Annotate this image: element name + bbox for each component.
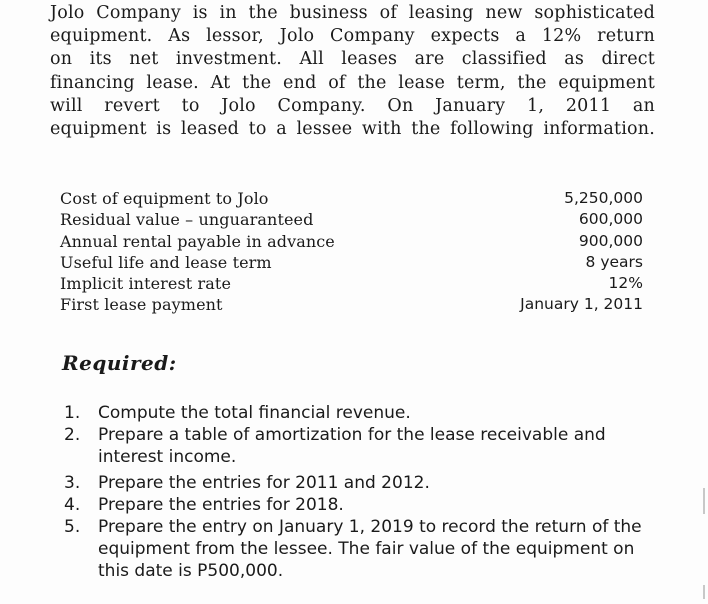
lease-facts-table <box>60 188 643 316</box>
fact-value: 600,000 <box>578 210 643 229</box>
fact-value: 900,000 <box>578 231 643 250</box>
list-item <box>64 494 659 516</box>
list-item <box>64 516 659 583</box>
list-item-number: 5. <box>64 517 81 538</box>
fact-row <box>60 294 643 315</box>
intro-line: will revert to Jolo Company. On January 1, 2011 an <box>50 95 655 116</box>
list-item-text: Compute the total financial revenue. <box>98 403 411 423</box>
fact-value: 8 years <box>585 252 643 271</box>
fact-row <box>60 209 643 230</box>
required-heading: Required: <box>62 351 177 375</box>
list-item-number: 4. <box>64 494 81 515</box>
problem-intro <box>50 2 655 141</box>
list-item-text: Prepare a table of amortization for the lease receivable and interest income. <box>98 425 606 468</box>
intro-line: equipment. As lessor, Jolo Company expects a 12% return <box>50 26 655 47</box>
list-item <box>64 472 659 494</box>
list-item-number: 3. <box>64 472 81 493</box>
fact-row <box>60 273 643 294</box>
list-item-number: 1. <box>64 403 81 423</box>
list-item-number: 2. <box>64 425 81 446</box>
fact-row <box>60 188 643 209</box>
requirements-list <box>64 402 659 583</box>
fact-value: January 1, 2011 <box>520 295 643 314</box>
fact-row <box>60 231 643 252</box>
fact-value: 12% <box>608 274 643 293</box>
page-edge-mark <box>703 585 705 599</box>
list-item-text: Prepare the entries for 2018. <box>98 494 344 515</box>
fact-row <box>60 252 643 273</box>
fact-label: Implicit interest rate <box>60 274 232 294</box>
page-edge-mark <box>703 488 705 514</box>
intro-line: financing lease. At the end of the lease term, the equipment <box>50 72 655 93</box>
intro-line: Jolo Company is in the business of leasing new sophisticated <box>50 3 655 23</box>
fact-value: 5,250,000 <box>564 189 643 207</box>
fact-label: Useful life and lease term <box>60 252 272 272</box>
list-item-text: Prepare the entry on January 1, 2019 to record the return of the equipment from the lessee. The fair value of the equipment on this date is P500,000. <box>98 517 642 582</box>
intro-line: equipment is leased to a lessee with the following information. <box>50 119 655 140</box>
list-item <box>64 424 659 468</box>
intro-line: on its net investment. All leases are classified as direct <box>50 49 655 70</box>
fact-label: First lease payment <box>60 295 223 315</box>
list-item <box>64 402 659 424</box>
fact-label: Cost of equipment to Jolo <box>60 189 269 208</box>
fact-label: Annual rental payable in advance <box>60 231 335 251</box>
list-item-text: Prepare the entries for 2011 and 2012. <box>98 472 430 493</box>
fact-label: Residual value – unguaranteed <box>60 210 314 230</box>
